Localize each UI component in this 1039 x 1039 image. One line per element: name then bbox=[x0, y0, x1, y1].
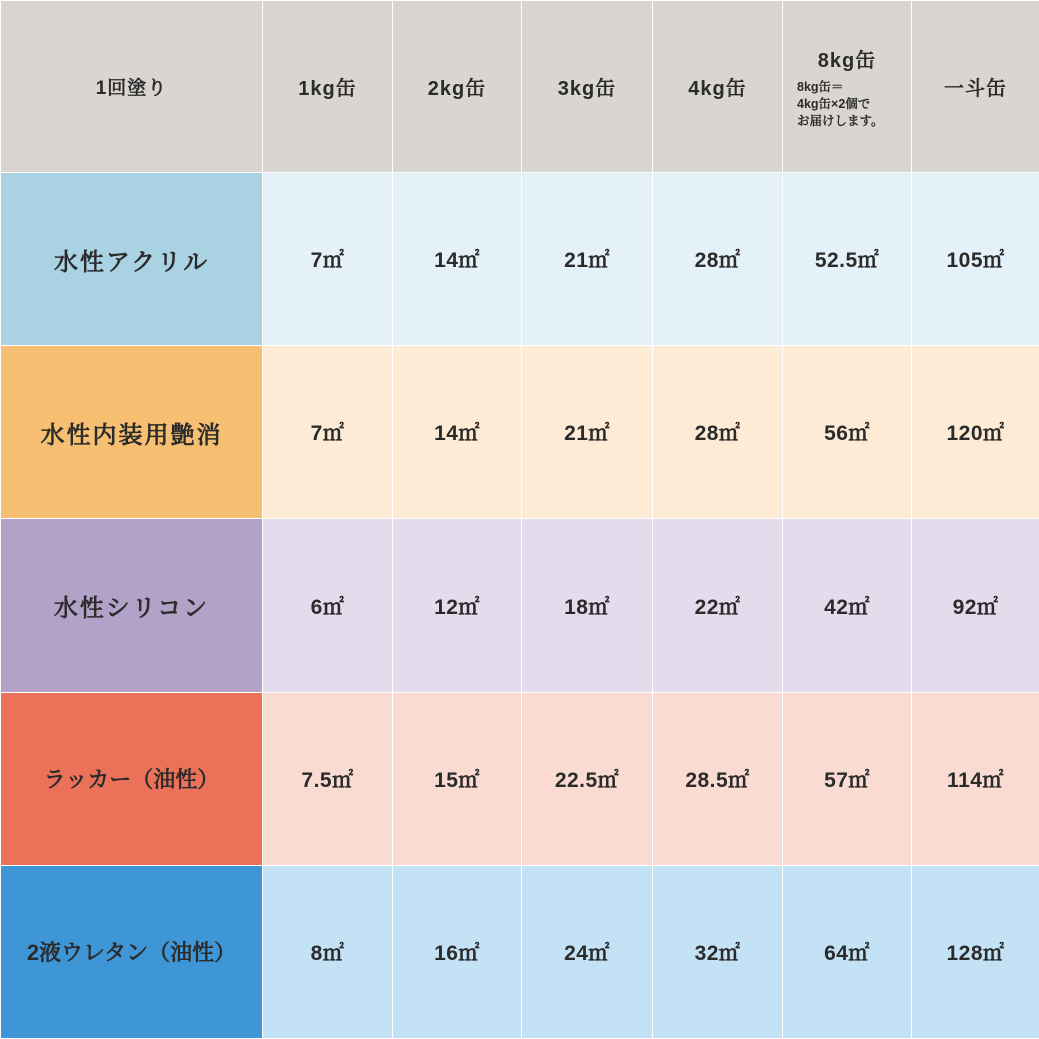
row-label-naisou: 水性内装用艶消 bbox=[1, 346, 263, 519]
cell-lacquer-4kg: 28.5㎡ bbox=[653, 692, 783, 865]
cell-naisou-3kg: 21㎡ bbox=[522, 346, 653, 519]
row-label-acryl: 水性アクリル bbox=[1, 173, 263, 346]
cell-lacquer-3kg: 22.5㎡ bbox=[522, 692, 653, 865]
column-header-4kg: 4kg缶 bbox=[653, 1, 783, 173]
cell-silicon-2kg: 12㎡ bbox=[393, 519, 522, 692]
cell-acryl-8kg: 52.5㎡ bbox=[783, 173, 912, 346]
cell-lacquer-8kg: 57㎡ bbox=[783, 692, 912, 865]
row-label-lacquer: ラッカー（油性） bbox=[1, 692, 263, 865]
cell-silicon-3kg: 18㎡ bbox=[522, 519, 653, 692]
cell-naisou-4kg: 28㎡ bbox=[653, 346, 783, 519]
table-header-row bbox=[1, 1, 1039, 173]
header-corner-label: 1回塗り bbox=[1, 1, 263, 173]
column-header-8kg bbox=[783, 1, 912, 173]
table-row bbox=[1, 519, 1039, 692]
cell-silicon-8kg: 42㎡ bbox=[783, 519, 912, 692]
cell-acryl-2kg: 14㎡ bbox=[393, 173, 522, 346]
cell-naisou-2kg: 14㎡ bbox=[393, 346, 522, 519]
cell-urethane-8kg: 64㎡ bbox=[783, 865, 912, 1038]
column-header-itto: 一斗缶 bbox=[912, 1, 1039, 173]
column-header-8kg-label: 8kg缶 bbox=[817, 49, 877, 72]
cell-acryl-4kg: 28㎡ bbox=[653, 173, 783, 346]
cell-urethane-3kg: 24㎡ bbox=[522, 865, 653, 1038]
row-label-urethane: 2液ウレタン（油性） bbox=[1, 865, 263, 1038]
cell-lacquer-2kg: 15㎡ bbox=[393, 692, 522, 865]
column-header-2kg: 2kg缶 bbox=[393, 1, 522, 173]
cell-silicon-1kg: 6㎡ bbox=[263, 519, 393, 692]
cell-urethane-2kg: 16㎡ bbox=[393, 865, 522, 1038]
cell-naisou-1kg: 7㎡ bbox=[263, 346, 393, 519]
cell-silicon-itto: 92㎡ bbox=[912, 519, 1039, 692]
cell-silicon-4kg: 22㎡ bbox=[653, 519, 783, 692]
cell-naisou-8kg: 56㎡ bbox=[783, 346, 912, 519]
cell-acryl-1kg: 7㎡ bbox=[263, 173, 393, 346]
cell-urethane-1kg: 8㎡ bbox=[263, 865, 393, 1038]
cell-urethane-itto: 128㎡ bbox=[912, 865, 1039, 1038]
row-label-silicon: 水性シリコン bbox=[1, 519, 263, 692]
table-row bbox=[1, 692, 1039, 865]
column-header-3kg: 3kg缶 bbox=[522, 1, 653, 173]
table-row bbox=[1, 173, 1039, 346]
cell-acryl-itto: 105㎡ bbox=[912, 173, 1039, 346]
cell-urethane-4kg: 32㎡ bbox=[653, 865, 783, 1038]
cell-acryl-3kg: 21㎡ bbox=[522, 173, 653, 346]
column-header-8kg-note: 8kg缶＝ 4kg缶×2個で お届けします。 bbox=[797, 79, 884, 128]
table-row bbox=[1, 346, 1039, 519]
table-row bbox=[1, 865, 1039, 1038]
column-header-1kg: 1kg缶 bbox=[263, 1, 393, 173]
cell-lacquer-1kg: 7.5㎡ bbox=[263, 692, 393, 865]
cell-lacquer-itto: 114㎡ bbox=[912, 692, 1039, 865]
cell-naisou-itto: 120㎡ bbox=[912, 346, 1039, 519]
